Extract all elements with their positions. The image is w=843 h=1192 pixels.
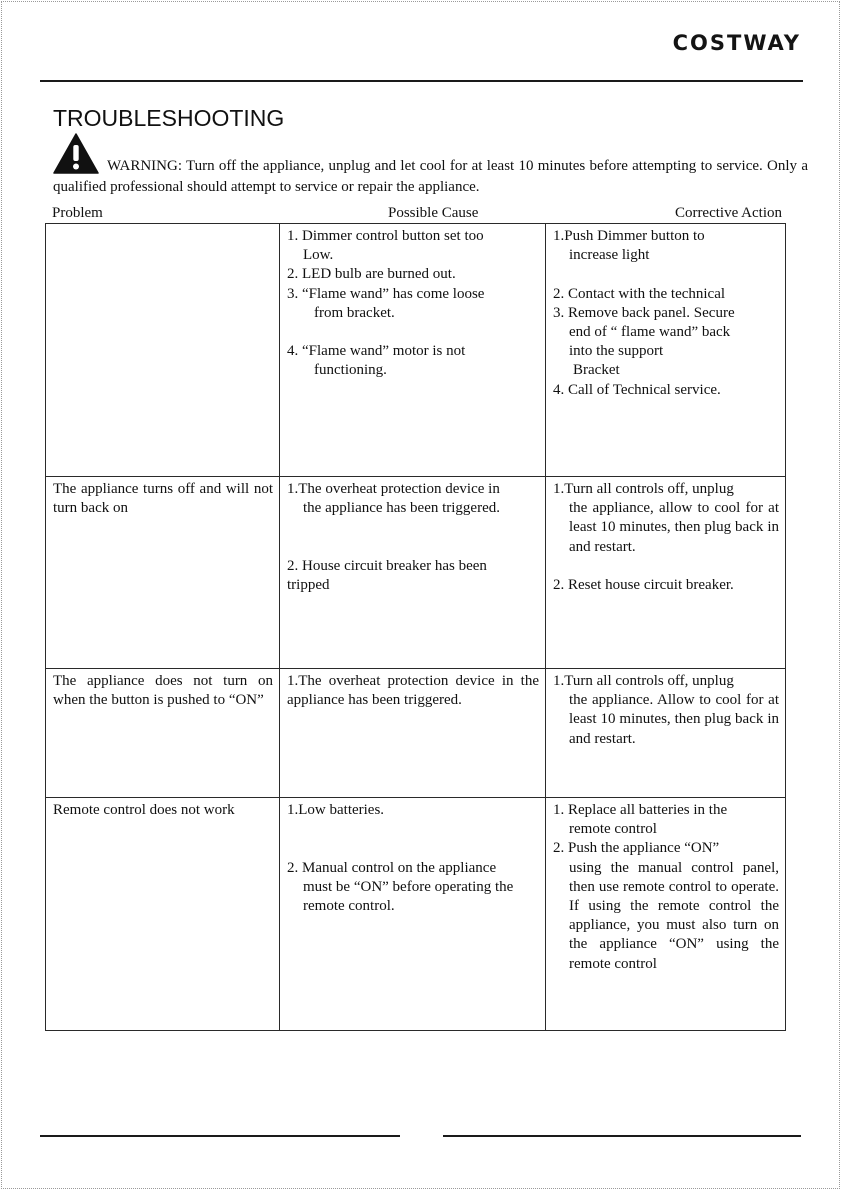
action-cell	[546, 798, 786, 1031]
action-line: 2. Reset house circuit breaker.	[553, 577, 734, 593]
header-divider	[40, 80, 803, 82]
action-cell	[546, 224, 786, 477]
action-cell	[546, 669, 786, 798]
action-line: end of “ flame wand” back	[569, 324, 731, 340]
footer-divider-right	[443, 1135, 801, 1137]
problem-cell: The appliance does not turn on when the button is pushed to “ON”	[46, 669, 280, 798]
action-line: the appliance, allow to cool for at least 10 minutes, then plug back in and restart.	[569, 500, 779, 555]
table-row	[46, 798, 786, 1031]
cause-line: remote control.	[303, 897, 395, 914]
action-line: 4. Call of Technical service.	[553, 381, 721, 398]
action-line: 1. Replace all batteries in the	[553, 802, 728, 818]
cause-line: 2. Manual control on the appliance	[287, 859, 497, 876]
action-line: 3. Remove back panel. Secure	[553, 304, 735, 321]
cause-line: 1. Dimmer control button set too	[287, 228, 484, 244]
cause-cell	[280, 669, 546, 798]
problem-cell: Remote control does not work	[46, 798, 280, 1031]
cause-line: 1.The overheat protection device in the appliance has been triggered.	[287, 673, 539, 709]
action-line: 2. Contact with the technical	[553, 285, 726, 302]
cause-cell	[280, 477, 546, 669]
table-row	[46, 669, 786, 798]
cause-line: tripped	[287, 576, 330, 593]
cause-line: 2. House circuit breaker has been	[287, 557, 487, 574]
action-line: 1.Push Dimmer button to	[553, 228, 705, 244]
cause-line: must be “ON” before operating the	[303, 878, 514, 895]
action-line: Bracket	[573, 362, 620, 379]
action-cell	[546, 477, 786, 669]
cause-line: Low.	[303, 247, 334, 264]
column-headers	[52, 205, 782, 225]
cause-line: the appliance has been triggered.	[303, 500, 500, 517]
column-header-possible-cause: Possible Cause	[388, 205, 479, 221]
table-row	[46, 477, 786, 669]
column-header-problem: Problem	[52, 205, 103, 221]
action-line: 1.Turn all controls off, unplug	[553, 673, 734, 689]
cause-cell	[280, 224, 546, 477]
action-line: increase light	[569, 247, 650, 264]
cause-line: from bracket.	[314, 304, 395, 321]
page-title: TROUBLESHOOTING	[53, 105, 285, 131]
cause-line: 2. LED bulb are burned out.	[287, 266, 456, 283]
cause-line: 1.Low batteries.	[287, 802, 385, 818]
column-header-corrective-action: Corrective Action	[674, 205, 782, 221]
cause-cell	[280, 798, 546, 1031]
action-line: into the support	[569, 343, 664, 360]
brand-logo: COSTWAY	[672, 31, 801, 55]
cause-line: 4. “Flame wand” motor is not	[287, 343, 466, 360]
cause-line: 1.The overheat protection device in	[287, 481, 500, 497]
table-row	[46, 224, 786, 477]
action-line: 2. Push the appliance “ON”	[553, 840, 720, 857]
troubleshooting-table	[45, 223, 786, 1031]
action-line: 1.Turn all controls off, unplug	[553, 481, 734, 497]
action-line: using the manual control panel, then use remote control to operate. If using the remote control the appliance, you must also turn on the appliance “ON” using the remote control	[569, 859, 779, 972]
cause-line: functioning.	[314, 362, 387, 379]
problem-cell	[46, 224, 280, 477]
cause-line: 3. “Flame wand” has come loose	[287, 285, 485, 302]
action-line: the appliance. Allow to cool for at least 10 minutes, then plug back in and restart.	[569, 692, 779, 747]
action-line: remote control	[569, 821, 657, 838]
warning-text: WARNING: Turn off the appliance, unplug and let cool for at least 10 minutes before attempting to service. Only a qualified professional should attempt to service or repair the appliance.	[53, 158, 808, 195]
footer-divider-left	[40, 1135, 400, 1137]
problem-cell: The appliance turns off and will not turn back on	[46, 477, 280, 669]
